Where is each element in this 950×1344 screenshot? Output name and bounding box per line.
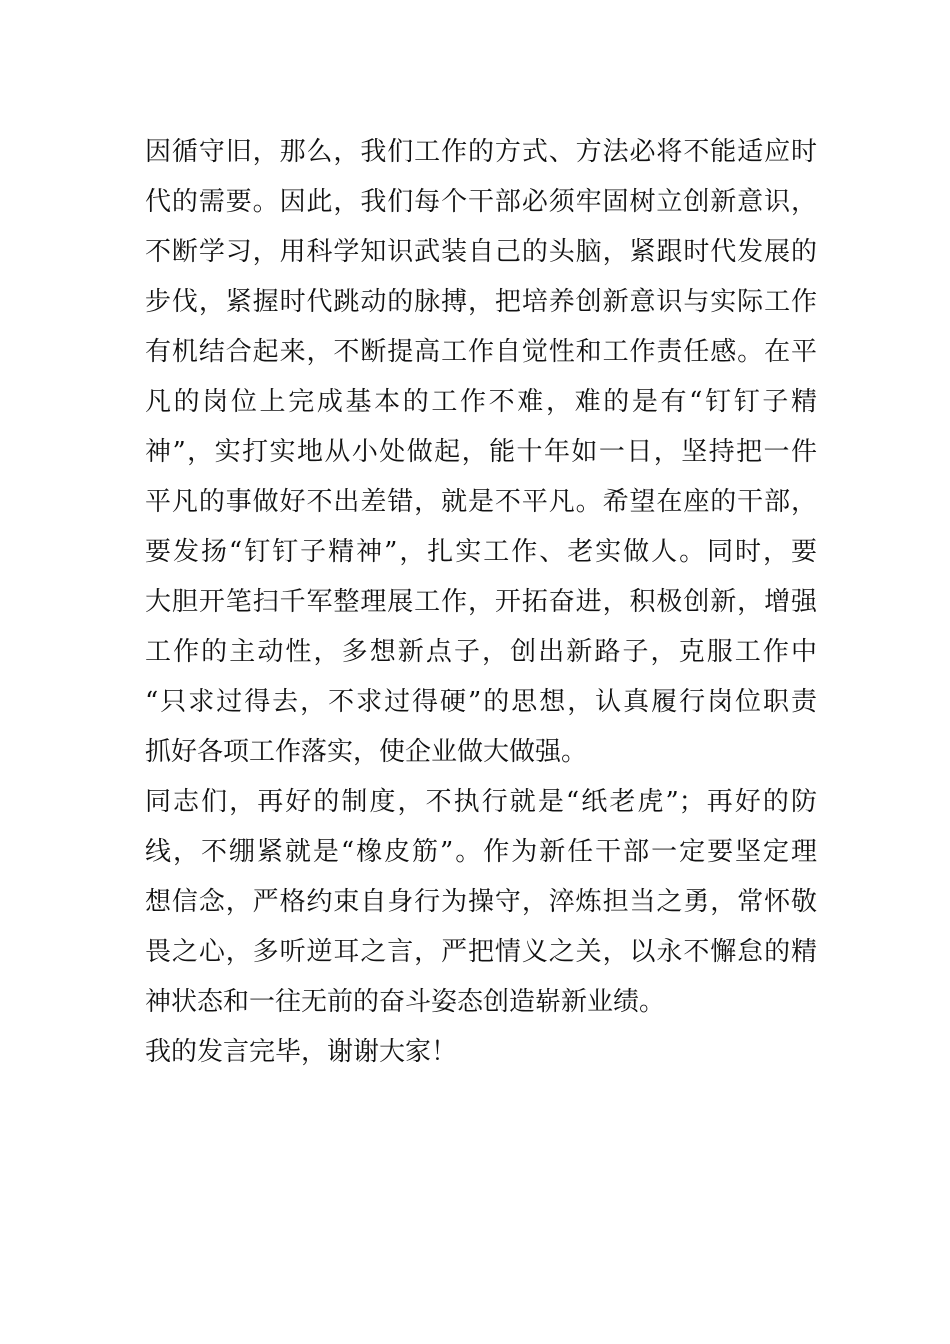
text-line: 不断学习，用科学知识武装自己的头脑，紧跟时代发展的: [145, 237, 817, 267]
text-line: 要发扬“钉钉子精神”，扎实工作、老实做人。同时，要: [145, 537, 817, 567]
document-body: [145, 127, 817, 1077]
text-line: “只求过得去，不求过得硬”的思想，认真履行岗位职责: [145, 687, 817, 717]
text-line: 凡的岗位上完成基本的工作不难，难的是有“钉钉子精: [145, 387, 817, 417]
text-line: 步伐，紧握时代跳动的脉搏，把培养创新意识与实际工作: [145, 287, 817, 317]
text-line: 神”，实打实地从小处做起，能十年如一日，坚持把一件: [145, 437, 817, 467]
text-line: 工作的主动性，多想新点子，创出新路子，克服工作中: [145, 637, 817, 667]
text-line: 因循守旧，那么，我们工作的方式、方法必将不能适应时: [145, 137, 817, 167]
text-line: 有机结合起来，不断提高工作自觉性和工作责任感。在平: [145, 337, 817, 367]
text-line: 我的发言完毕，谢谢大家！: [145, 1037, 458, 1067]
text-line: 大胆开笔扫千军整理展工作，开拓奋进，积极创新，增强: [145, 587, 817, 617]
text-line: 畏之心，多听逆耳之言，严把情义之关，以永不懈怠的精: [145, 937, 817, 967]
text-line: 同志们，再好的制度，不执行就是“纸老虎”；再好的防: [145, 787, 817, 817]
text-line: 平凡的事做好不出差错，就是不平凡。希望在座的干部，: [145, 487, 817, 517]
text-line: 线，不绷紧就是“橡皮筋”。作为新任干部一定要坚定理: [145, 837, 817, 867]
text-line: 代的需要。因此，我们每个干部必须牢固树立创新意识，: [145, 187, 817, 217]
text-line: 抓好各项工作落实，使企业做大做强。: [145, 737, 588, 767]
text-line: 想信念，严格约束自身行为操守，淬炼担当之勇，常怀敬: [145, 887, 817, 917]
text-line: 神状态和一往无前的奋斗姿态创造崭新业绩。: [145, 987, 666, 1017]
